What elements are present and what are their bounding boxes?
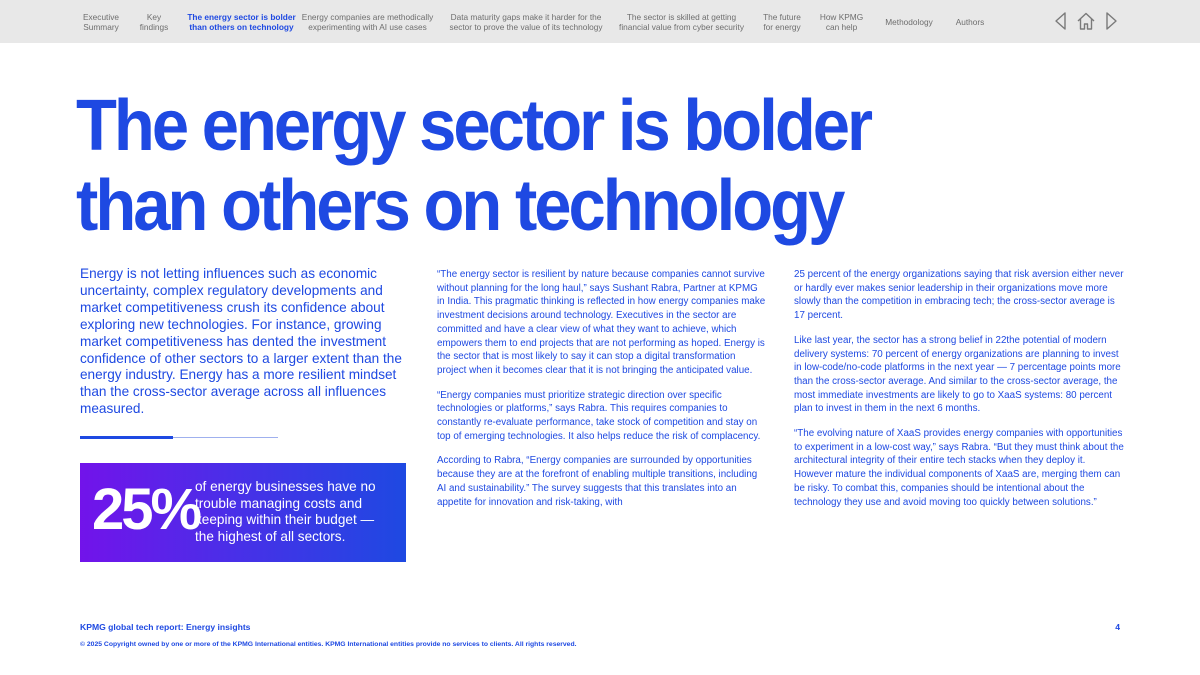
divider-accent [80, 436, 173, 439]
body-paragraph: “The energy sector is resilient by nature because companies cannot survive without planning for the long haul,” says Sushant Rabra, Partner at KPMG in India. This pragmatic thinking is reflected in how energy companies make investment decisions around technology. Executives in the sector are committed and have a clear view of what they want to achieve, which empowers them to end projects that are not performing as hoped. Energy is the sector that is most likely to say it can stop a digital transformation project when it becomes clear that it is not bringing the anticipated value. [437, 269, 766, 376]
body-paragraph: “The evolving nature of XaaS provides energy companies with opportunities to experiment in a low-cost way,” says Rabra. “But they must think about the architectural integrity of their entire tech stacks when they deploy it. However mature the individual components of XaaS are, merging them can be risky. To combat this, companies should be intentional about the technology they use and avoid moving too quickly between solutions.” [794, 428, 1124, 508]
nav-link-future-for-energy[interactable]: The future for energy [763, 12, 801, 32]
stat-value: 25% [92, 477, 200, 542]
nav-link-executive-summary[interactable]: Executive Summary [83, 12, 119, 32]
stat-callout-box [80, 463, 406, 562]
nav-link-energy-sector-bolder[interactable]: The energy sector is bolder than others on technology [187, 12, 296, 32]
home-icon[interactable] [1076, 11, 1096, 31]
body-column-middle [437, 268, 767, 520]
forward-arrow-icon[interactable] [1101, 11, 1121, 31]
nav-link-cyber-security[interactable]: The sector is skilled at getting financial value from cyber security [619, 12, 744, 32]
nav-link-ai-use-cases[interactable]: Energy companies are methodically experimenting with AI use cases [301, 12, 434, 32]
body-paragraph: Like last year, the sector has a strong belief in 22the potential of modern delivery systems: 70 percent of energy organizations are planning to invest in low-code/no-code platforms in the next year — 7 percentage points more than the cross-sector average. And similar to the cross-sector average, the most immediate investments are likely to go to XaaS systems: 80 percent plan to invest in them in the next 6 months. [794, 334, 1121, 415]
page-number: 4 [1115, 622, 1120, 632]
nav-link-data-maturity[interactable]: Data maturity gaps make it harder for the sector to prove the value of its technology [449, 12, 603, 32]
top-navigation-bar [0, 0, 1200, 43]
nav-link-authors[interactable]: Authors [955, 17, 985, 27]
intro-paragraph: Energy is not letting influences such as economic uncertainty, complex regulatory developments and market competitiveness crush its confidence about exploring new technologies. For instance, growing market competitiveness has dented the investment confidence of other sectors to a larger extent than the energy industry. Energy has a more resilient mindset than the cross-sector average across all influences measured. [80, 266, 402, 417]
footer-report-title: KPMG global tech report: Energy insights [80, 622, 251, 632]
nav-link-key-findings[interactable]: Key findings [139, 12, 169, 32]
stat-description: of energy businesses have no trouble managing costs and keeping within their budget — the highest of all sectors. [195, 479, 376, 544]
back-arrow-icon[interactable] [1051, 11, 1071, 31]
footer-copyright: © 2025 Copyright owned by one or more of the KPMG International entities. KPMG International entities provide no services to clients. All rights reserved. [80, 641, 577, 648]
body-paragraph: “Energy companies must prioritize strategic direction over specific technologies or platforms,” says Rabra. This requires companies to constantly re-evaluate performance, take stock of competition and stay on top of emerging technologies. It also helps reduce the risk of complacency. [437, 389, 761, 442]
body-column-right [794, 268, 1124, 520]
nav-link-how-kpmg-can-help[interactable]: How KPMG can help [819, 12, 864, 32]
body-paragraph: According to Rabra, “Energy companies are surrounded by opportunities because they are at the forefront of enabling multiple transitions, including AI and sustainability.” The survey suggests that this translates into an appetite for innovation and risk-taking, with [437, 455, 758, 508]
body-paragraph: 25 percent of the energy organizations saying that risk aversion either never or hardly ever makes senior leadership in their organizations move more slowly than the competition in embracing tech; the cross-sector average is 17 percent. [794, 269, 1124, 322]
nav-link-methodology[interactable]: Methodology [885, 17, 933, 27]
page-title: The energy sector is bolder than others on technology [76, 86, 871, 246]
